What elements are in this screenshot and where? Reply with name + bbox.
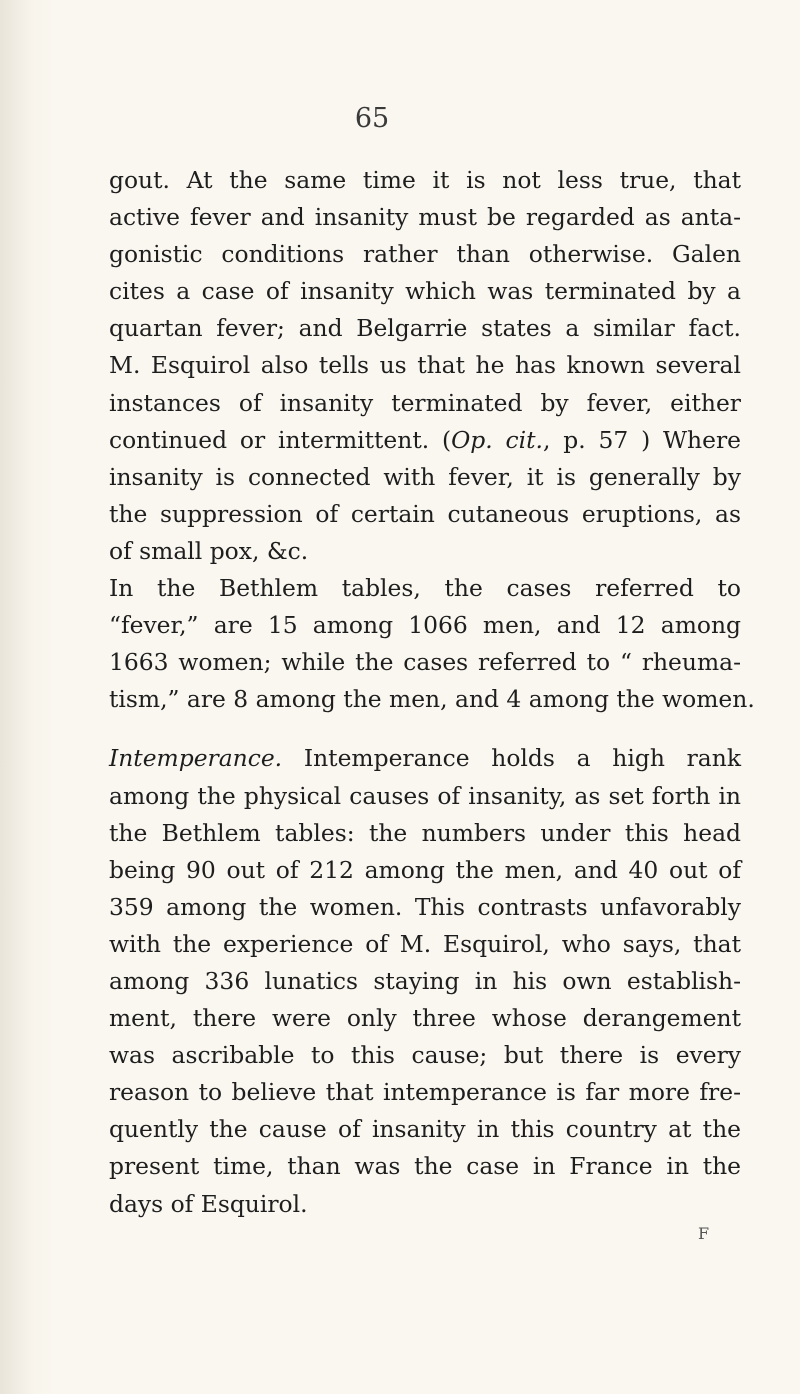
text-line: gout. At the same time it is not less true, that: [109, 166, 741, 194]
text-line: gonistic conditions rather than otherwise. Galen: [109, 240, 741, 269]
text-line: being 90 out of 212 among the men, and 40 out of: [109, 855, 741, 884]
text-line: the suppression of certain cutaneous eruptions, as: [109, 499, 741, 528]
text-line: of small pox, &c.: [109, 536, 309, 565]
text-line: 1663 women; while the cases referred to “ rheuma-: [109, 648, 741, 677]
section-heading: Intemperance.: [109, 744, 283, 773]
heading-line-rest: Intemperance holds a high rank: [282, 744, 741, 773]
text-line: M. Esquirol also tells us that he has known several: [109, 351, 741, 380]
text-line: the Bethlem tables: the numbers under this head: [109, 818, 741, 847]
page-number: 65: [354, 103, 390, 134]
text-line: tism,” are 8 among the men, and 4 among the women.: [109, 685, 755, 714]
signature-mark: F: [698, 1224, 710, 1243]
text-line: cites a case of insanity which was terminated by a: [109, 277, 741, 306]
text-line: insanity is connected with fever, it is generally by: [109, 462, 741, 491]
text-line: “fever,” are 15 among 1066 men, and 12 among: [109, 611, 741, 640]
citation-prefix: continued or intermittent. (: [109, 425, 452, 454]
text-line-with-heading: [109, 740, 741, 777]
citation-suffix: , p. 57 ) Where: [542, 425, 741, 454]
spine-shadow: [0, 0, 55, 1394]
text-line: days of Esquirol.: [109, 1189, 308, 1218]
text-line: 359 among the women. This contrasts unfavorably: [109, 892, 741, 921]
text-line: quartan fever; and Belgarrie states a similar fact.: [109, 314, 741, 343]
text-line: active fever and insanity must be regarded as anta-: [109, 203, 741, 232]
text-line: In the Bethlem tables, the cases referred to: [109, 574, 741, 603]
text-line-with-citation: [109, 422, 741, 459]
text-line: among 336 lunatics staying in his own establish-: [109, 966, 741, 995]
text-line: ment, there were only three whose derangement: [109, 1004, 741, 1033]
text-line: instances of insanity terminated by fever, either: [109, 388, 741, 417]
text-line: reason to believe that intemperance is far more fre-: [109, 1078, 741, 1107]
body-text: [109, 162, 755, 1223]
paragraph-gap: [109, 718, 741, 740]
text-line: with the experience of M. Esquirol, who says, that: [109, 929, 741, 958]
citation-italic: Op. cit.: [451, 425, 543, 454]
text-line: was ascribable to this cause; but there is every: [109, 1041, 741, 1070]
text-line: among the physical causes of insanity, as set forth in: [109, 781, 741, 810]
text-line: quently the cause of insanity in this country at the: [109, 1115, 741, 1144]
text-line: present time, than was the case in France in the: [109, 1152, 741, 1181]
